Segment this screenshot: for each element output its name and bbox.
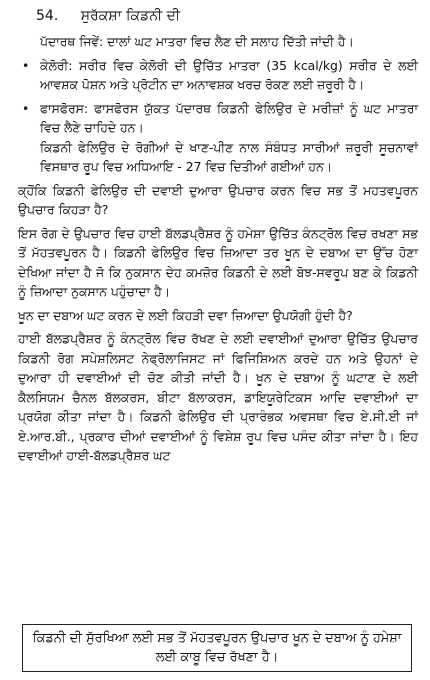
bullet-icon: • (22, 57, 30, 73)
bullet-list (18, 56, 418, 177)
list-item-extra: ਕਿਡਨੀ ਫੇਲਿਉਰ ਦੇ ਰੋਗੀਆਂ ਦੇ ਖਾਣ-ਪੀਣ ਨਾਲ ਸੰਬੰਧਤ ਸਾਰੀਆਂ ਜ਼ਰੂਰੀ ਸੂਚਨਾਵਾਂ ਵਿਸਥਾਰ ਰੂਪ ਵਿਚ ਅਧਿਆਇ - 27 ਵਿਚ ਦਿਤੀਆਂ ਗਈਆਂ ਹਨ। (40, 139, 418, 174)
list-item (18, 99, 418, 177)
page-header (36, 6, 418, 26)
page-number: 54. (36, 8, 59, 24)
answer-2: ਹਾਈ ਬੱਲਡਪ੍ਰੈਸ਼ਰ ਨੂੰ ਕੰਨਟ੍ਰੋਲ ਵਿਚ ਰੱਖਣ ਦੇ ਲਈ ਦਵਾਈਆਂ ਦੁਆਰਾ ਉਚਿੱਤ ਉਪਚਾਰ ਕਿਡਨੀ ਰੋਗ ਸਪੇਸ਼ਲਿਸਟ ਨੇਫ੍ਰੋਲਾਜਿਸਟ ਜਾਂ ਫਿਜਿਸ਼ਿਅਨ ਕਰਦੇ ਹਨ ਅਤੇ ਉਹਨਾਂ ਦੇ ਦੁਆਰਾ ਹੀ ਦਵਾਈਆਂ ਦੀ ਚੋਣ ਕੀਤੀ ਜਾਂਦੀ ਹੈ। ਖੂਨ ਦੇ ਦਬਾਅ ਨੂੰ ਘਟਾਣ ਦੇ ਲਈ ਕੈਲਸਿਯਮ ਚੈਨਲ ਬੱਲਕਰਸ, ਬੀਟਾ ਬੱਲਾਕਰਸ, ਡਾਇਯੂਰੇਟਿਕਸ ਆਦਿ ਦਵਾਈਆਂ ਦਾ ਪ੍ਰਯੋਗ ਕੀਤਾ ਜਾਂਦਾ ਹੈ। ਕਿਡਨੀ ਫੇਲਿਉਰ ਦੀ ਪ੍ਰਾਰੰਭਕ ਅਵਸਥਾ ਵਿਚ ਏ.ਸੀ.ਈ ਜਾਂ ਏ.ਆਰ.ਬੀ., ਪ੍ਰਕਾਰ ਦੀਆਂ ਦਵਾਈਆਂ ਨੂੰ ਵਿਸ਼ੇਸ਼ ਰੂਪ ਵਿਚ ਪਸੰਦ ਕੀਤਾ ਜਾਂਦਾ ਹੈ। ਇਹ ਦਵਾਈਆਂ ਹਾਈ-ਬੱਲਡਪ੍ਰੈਸ਼ਰ ਘਟ (18, 331, 418, 463)
intro-continuation: ਪੱਦਾਰਥ ਜਿਵੇਂ: ਦਾਲਾਂ ਘਟ ਮਾਤਰਾ ਵਿਚ ਲੈਣ ਦੀ ਸਲਾਹ ਦਿੱਤੀ ਜਾਂਦੀ ਹੈ। (40, 34, 354, 49)
answer-1: ਇਸ ਰੋਗ ਦੇ ਉਪਚਾਰ ਵਿਚ ਹਾਈ ਬੱਲਡਪ੍ਰੈਸ਼ਰ ਨੂੰ ਹਮੇਸ਼ਾ ਉਚਿੱਤ ਕੰਨਟ੍ਰੋਲ ਵਿਚ ਰਖਣਾ ਸਭ ਤੋਂ ਮੱਹਤਵਪੂਰਨ ਹੈ। ਕਿਡਨੀ ਫੇਲਿਉਰ ਵਿਚ ਜ਼ਿਆਦਾ ਤਰ ਖੂਨ ਦੇ ਦਬਾਅ ਦਾ ਉੱਚ ਹੋਣਾ ਦੇਖਿਆ ਜਾਂਦਾ ਹੈ ਜੋ ਕਿ ਨੁਕਸਾਨ ਦੇਹ ਕਮਜ਼ੋਰ ਕਿਡਨੀ ਦੇ ਲਈ ਬੋਝ-ਸਵਰੂਪ ਬਣ ਕੇ ਕਿਡਨੀ ਨੂੰ ਜ਼ਿਆਦਾ ਨੁਕਸਾਨ ਪਹੁੰਚਾਦਾ ਹੈ। (18, 225, 418, 299)
callout-box: ਕਿਡਨੀ ਦੀ ਸੁੱਰਖਿਆ ਲਈ ਸਭ ਤੋਂ ਮੱਹਤਵਪੂਰਨ ਉਪਚਾਰ ਖੂਨ ਦੇ ਦਬਾਅ ਨੂੰ ਹਮੇਸ਼ਾ ਲਈ ਕਾਬੂ ਵਿਚ ਰੱਖਣਾ ਹੈ। (22, 624, 412, 672)
running-title: ਸੁਰੱਕਸ਼ਾ ਕਿਡਨੀ ਦੀ (80, 8, 181, 24)
bullet-icon: • (22, 100, 30, 116)
list-item-text: ਕੇਲੋਰੀ: ਸਰੀਰ ਵਿਚ ਕੇਲੋਰੀ ਦੀ ਉਚਿੱਤ ਮਾਤਰਾ (35 kcal/kg) ਸਰੀਰ ਦੇ ਲਈ ਆਵਸ਼ਕ ਪੋਸ਼ਨ ਅਤੇ ਪ੍ਰੋਟੀਨ ਦਾ ਅਨਾਵਸ਼ਕ ਖਰਚ ਰੋਕਣ ਲਈ ਜ਼ਰੂਰੀ ਹੈ। (40, 57, 418, 92)
question-1: ਕ੍ਹੋਂਕਿ ਕਿਡਨੀ ਫੇਲਿਉਰ ਦੀ ਦਵਾਈ ਦੁਆਰਾ ਉਪਚਾਰ ਕਰਨ ਵਿਚ ਸਭ ਤੋਂ ਮਹਤਵਪੂਰਨ ਉਪਚਾਰ ਕਿਹੜਾ ਹੈ? (18, 182, 418, 217)
list-item-text: ਫਾਸਫੋਰਸ: ਫਾਸਫੋਰਸ ਯੁੱਕਤ ਪੱਦਾਰਥ ਕਿਡਨੀ ਫੇਲਿਉਰ ਦੇ ਮਰੀਜ਼ਾਂ ਨੂੰ ਘਟ ਮਾਤਰਾ ਵਿਚ ਲੈਣੇ ਚਾਹਿਦੇ ਹਨ। (40, 100, 418, 135)
list-item (18, 56, 418, 95)
question-2: ਖੂਨ ਦਾ ਦਬਾਅ ਘਟ ਕਰਨ ਦੇ ਲਈ ਕਿਹੜੀ ਦਵਾ ਜ਼ਿਆਦਾ ਉਪਯੋਗੀ ਹੁੰਦੀ ਹੈ? (18, 307, 353, 323)
